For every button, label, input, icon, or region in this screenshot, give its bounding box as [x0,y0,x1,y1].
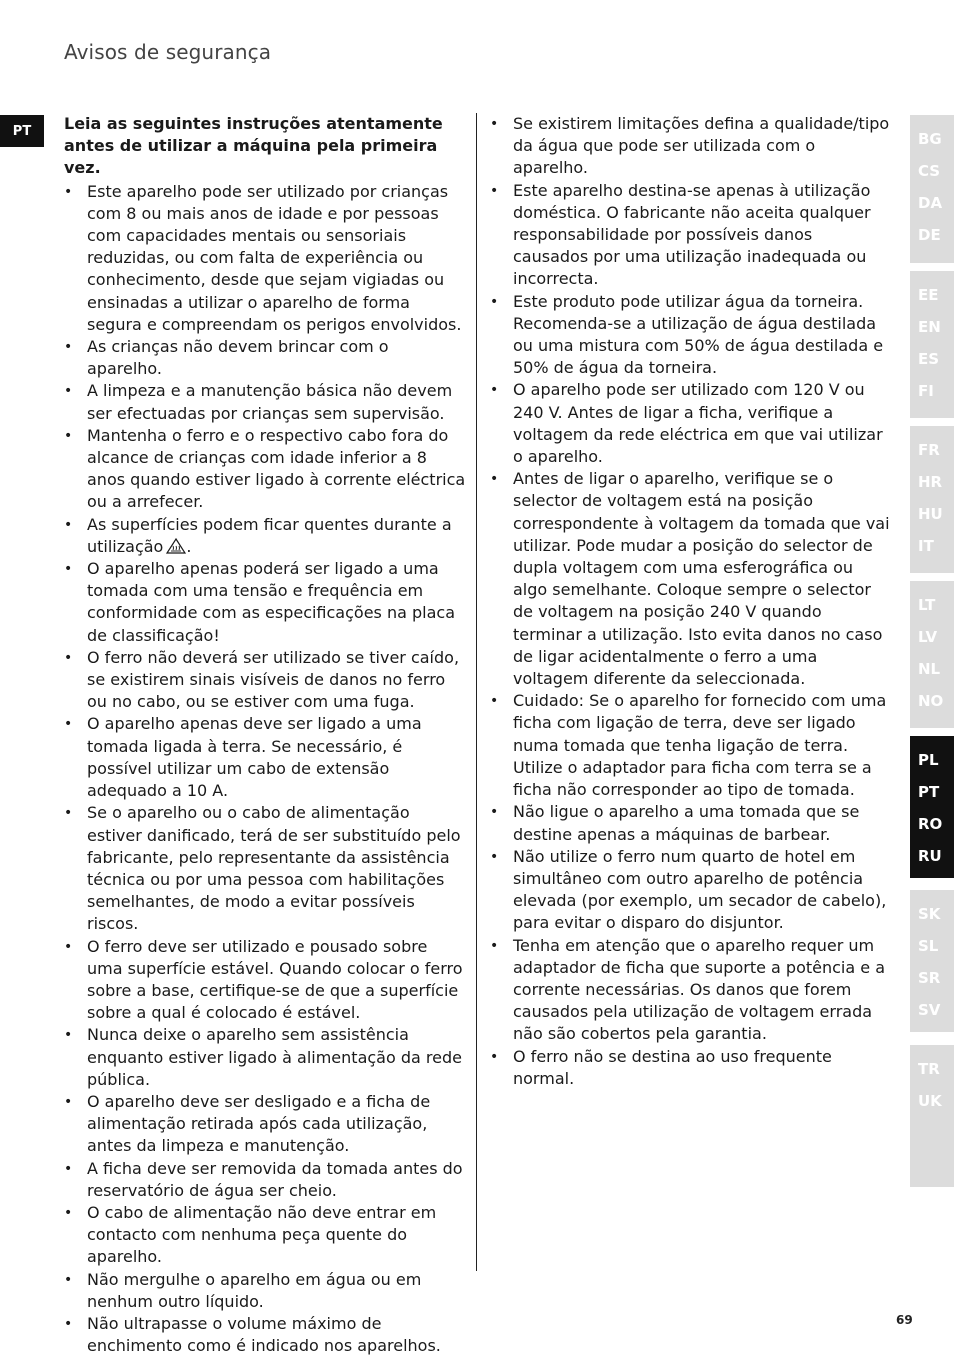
list-item: • Cuidado: Se o aparelho for fornecido com uma ficha com ligação de terra, deve ser ligado numa tomada que tenha ligação de terra. Utilize o adaptador para ficha com terra se a ficha não corresponder ao tipo de tomada. [490,690,892,801]
page-number: 69 [896,1313,913,1327]
safety-list-right [490,113,892,1090]
list-item: • Mantenha o ferro e o respectivo cabo fora do alcance de crianças com idade inferior a 8 anos quando estiver ligado à corrente eléctrica ou a arrefecer. [64,425,466,514]
list-item: • O ferro não se destina ao uso frequente normal. [490,1046,892,1090]
language-link-ro[interactable]: RO [918,815,943,833]
language-group [910,581,954,728]
language-link-hu[interactable]: HU [918,505,943,523]
list-item: • As crianças não devem brincar com o aparelho. [64,336,466,380]
list-item: • A ficha deve ser removida da tomada antes do reservatório de água ser cheio. [64,1158,466,1202]
language-link-sk[interactable]: SK [918,905,941,923]
language-link-sl[interactable]: SL [918,937,939,955]
list-item: • Este produto pode utilizar água da torneira. Recomenda-se a utilização de água destilada ou uma mistura com 50% de água destilada e 50% de água da torneira. [490,291,892,380]
language-link-fi[interactable]: FI [918,382,934,400]
language-group [910,1045,954,1187]
list-item: • Este aparelho destina-se apenas à utilização doméstica. O fabricante não aceita qualquer responsabilidade por possíveis danos causados por uma utilização inadequada ou incorrecta. [490,180,892,291]
language-link-nl[interactable]: NL [918,660,941,678]
language-group [910,890,954,1032]
language-link-bg[interactable]: BG [918,130,942,148]
language-link-tr[interactable]: TR [918,1060,940,1078]
list-item: • O aparelho pode ser utilizado com 120 V ou 240 V. Antes de ligar a ficha, verifique a voltagem da rede eléctrica em que vai utilizar o aparelho. [490,379,892,468]
list-item: • O aparelho apenas poderá ser ligado a uma tomada com uma tensão e frequência em conformidade com as especificações na placa de classificação! [64,558,466,647]
list-item: • Não mergulhe o aparelho em água ou em nenhum outro líquido. [64,1269,466,1313]
language-link-fr[interactable]: FR [918,441,940,459]
column-divider [476,113,477,1271]
language-link-ee[interactable]: EE [918,286,939,304]
language-tag: PT [0,115,44,147]
list-item: • Não ultrapasse o volume máximo de enchimento como é indicado nos aparelhos. [64,1313,466,1357]
language-link-no[interactable]: NO [918,692,944,710]
language-group [910,115,954,263]
list-item: • O cabo de alimentação não deve entrar em contacto com nenhuma peça quente do aparelho. [64,1202,466,1269]
language-link-en[interactable]: EN [918,318,941,336]
language-link-hr[interactable]: HR [918,473,943,491]
list-item-hot-surface [64,514,466,558]
page-title: Avisos de segurança [64,40,272,64]
language-link-da[interactable]: DA [918,194,943,212]
language-link-ru[interactable]: RU [918,847,942,865]
language-link-lt[interactable]: LT [918,596,936,614]
list-item: • O ferro deve ser utilizado e pousado sobre uma superfície estável. Quando colocar o ferro sobre a base, certifique-se de que a superfície sobre a qual é colocado é estável. [64,936,466,1025]
list-item: • O aparelho deve ser desligado e a ficha de alimentação retirada após cada utilização, antes da limpeza e manutenção. [64,1091,466,1158]
language-link-cs[interactable]: CS [918,162,941,180]
language-link-pt[interactable]: PT [918,783,940,801]
list-item: • O ferro não deverá ser utilizado se tiver caído, se existirem sinais visíveis de danos no ferro ou no cabo, ou se estiver com uma fuga. [64,647,466,714]
list-item: • Não ligue o aparelho a uma tomada que se destine apenas a máquinas de barbear. [490,801,892,845]
left-column [64,113,466,1357]
language-link-es[interactable]: ES [918,350,940,368]
language-link-uk[interactable]: UK [918,1092,942,1110]
right-column [490,113,892,1090]
language-link-de[interactable]: DE [918,226,941,244]
list-item: • A limpeza e a manutenção básica não devem ser efectuadas por crianças sem supervisão. [64,380,466,424]
list-item: • Antes de ligar o aparelho, verifique se o selector de voltagem está na posição correspondente à voltagem da tomada que vai utilizar. Pode mudar a posição do selector de dupla voltagem com uma esferográfica ou algo semelhante. Coloque sempre o selector de voltagem na posição 240 V quando terminar a utilização. Isto evita danos no caso de ligar acidentalmente o ferro a uma voltagem diferente da seleccionada. [490,468,892,690]
language-group [910,271,954,418]
list-item: • Nunca deixe o aparelho sem assistência enquanto estiver ligado à alimentação da rede pública. [64,1024,466,1091]
safety-list-left [64,181,466,1357]
language-link-sv[interactable]: SV [918,1001,941,1019]
intro-text: Leia as seguintes instruções atentamente antes de utilizar a máquina pela primeira vez. [64,114,443,178]
language-link-lv[interactable]: LV [918,628,938,646]
language-link-pl[interactable]: PL [918,751,939,769]
language-group [910,736,954,878]
language-link-it[interactable]: IT [918,537,934,555]
list-item-suffix: . [186,536,192,556]
list-item: • Se o aparelho ou o cabo de alimentação estiver danificado, terá de ser substituído pelo fabricante, pelo representante da assistência técnica ou por uma pessoa com habilitações semelhantes, de modo a evitar possíveis riscos. [64,802,466,935]
list-item: • O aparelho apenas deve ser ligado a uma tomada ligada à terra. Se necessário, é possível utilizar um cabo de extensão adequado a 10 A. [64,713,466,802]
list-item: • Tenha em atenção que o aparelho requer um adaptador de ficha que suporte a potência e a corrente necessárias. Os danos que forem causados pela utilização de voltagem errada não são cobertos pela garantia. [490,935,892,1046]
list-item-text: As superfícies podem ficar quentes durante a utilização [87,514,452,556]
language-link-sr[interactable]: SR [918,969,941,987]
language-group [910,426,954,573]
hot-surface-warning-icon [166,538,186,554]
list-item: • Se existirem limitações defina a qualidade/tipo da água que pode ser utilizada com o aparelho. [490,113,892,180]
list-item: • Não utilize o ferro num quarto de hotel em simultâneo com outro aparelho de potência elevada (por exemplo, um secador de cabelo), para evitar o disparo do disjuntor. [490,846,892,935]
list-item: • Este aparelho pode ser utilizado por crianças com 8 ou mais anos de idade e por pessoas com capacidades mentais ou sensoriais reduzidas, ou com falta de experiência ou conhecimento, desde que sejam vigiadas ou ensinadas a utilizar o aparelho de forma segura e compreendam os perigos envolvidos. [64,181,466,336]
